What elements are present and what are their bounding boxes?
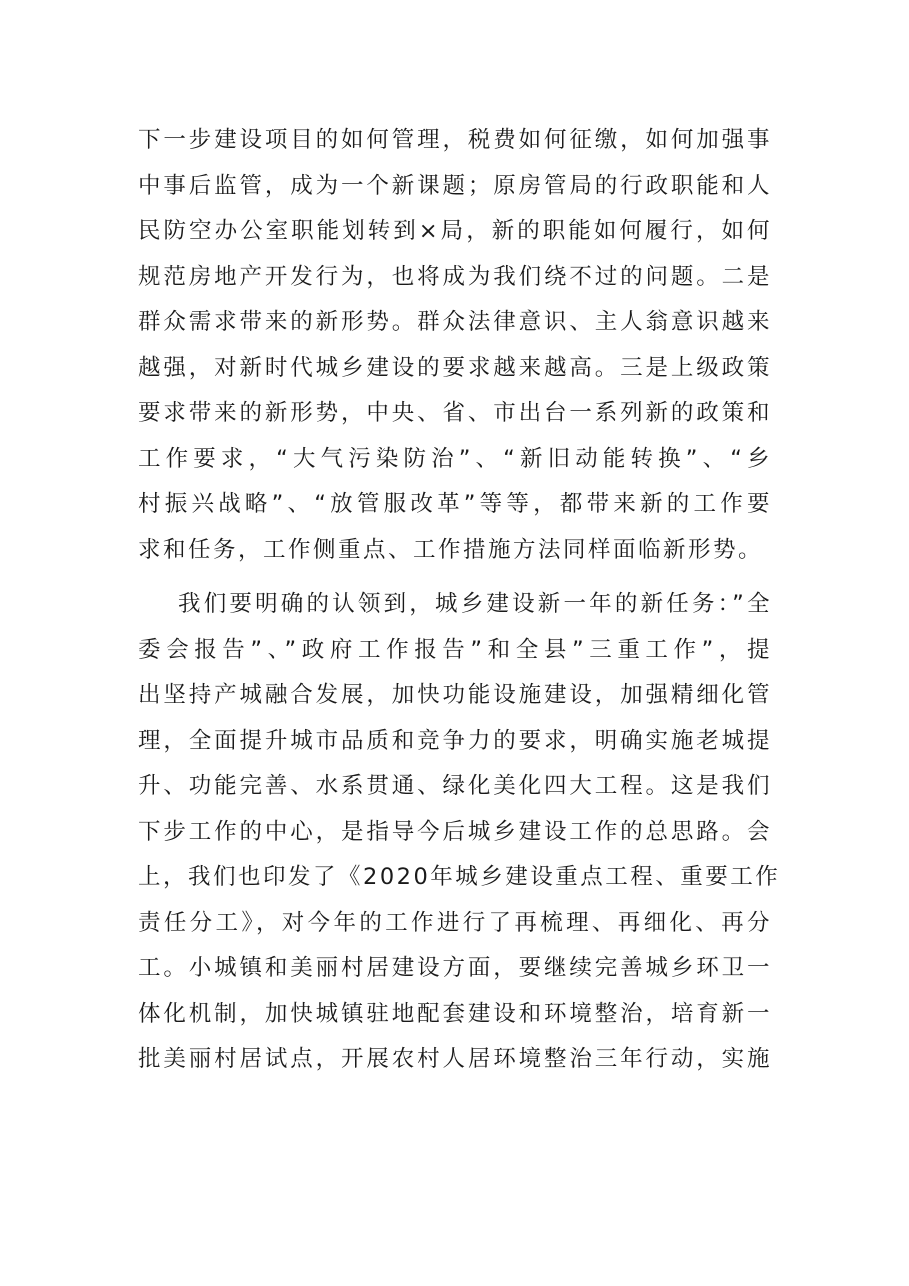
paragraph-line: 委会报告”、”政府工作报告”和全县”三重工作”，提 bbox=[138, 636, 772, 663]
paragraph-line: 批美丽村居试点，开展农村人居环境整治三年行动，实施 bbox=[138, 1046, 772, 1072]
paragraph-2 bbox=[138, 582, 781, 1083]
paragraph-line: 体化机制，加快城镇驻地配套建设和环境整治，培育新一 bbox=[138, 1000, 772, 1027]
paragraph-line: 工。小城镇和美丽村居建设方面，要继续完善城乡环卫一 bbox=[138, 955, 772, 981]
paragraph-line: 中事后监管，成为一个新课题；原房管局的行政职能和人 bbox=[138, 172, 772, 199]
paragraph-line: 我们要明确的认领到，城乡建设新一年的新任务：”全 bbox=[178, 591, 772, 617]
paragraph-line: 群众需求带来的新形势。群众法律意识、主人翁意识越来 bbox=[138, 309, 772, 335]
paragraph-line: 工作要求，“大气污染防治”、“新旧动能转换”、“乡 bbox=[138, 445, 772, 472]
paragraph-line: 越强，对新时代城乡建设的要求越来越高。三是上级政策 bbox=[138, 354, 772, 381]
paragraph-line: 村振兴战略”、“放管服改革”等等，都带来新的工作要 bbox=[138, 491, 772, 517]
paragraph-1 bbox=[138, 118, 772, 573]
paragraph-line: 理，全面提升城市品质和竞争力的要求，明确实施老城提 bbox=[138, 727, 772, 754]
paragraph-line: 下步工作的中心，是指导今后城乡建设工作的总思路。会 bbox=[138, 818, 772, 845]
paragraph-line: 民防空办公室职能划转到×局，新的职能如何履行，如何 bbox=[138, 218, 772, 244]
paragraph-line: 出坚持产城融合发展，加快功能设施建设，加强精细化管 bbox=[138, 682, 772, 708]
paragraph-line: 责任分工》，对今年的工作进行了再梳理、再细化、再分 bbox=[138, 909, 772, 936]
paragraph-line: 下一步建设项目的如何管理，税费如何征缴，如何加强事 bbox=[138, 127, 772, 153]
paragraph-line: 上，我们也印发了《2020年城乡建设重点工程、重要工作 bbox=[138, 864, 781, 890]
paragraph-line: 规范房地产开发行为，也将成为我们绕不过的问题。二是 bbox=[138, 263, 772, 290]
paragraph-line: 求和任务，工作侧重点、工作措施方法同样面临新形势。 bbox=[138, 536, 764, 563]
paragraph-line: 升、功能完善、水系贯通、绿化美化四大工程。这是我们 bbox=[138, 773, 772, 799]
paragraph-line: 要求带来的新形势，中央、省、市出台一系列新的政策和 bbox=[138, 400, 772, 426]
